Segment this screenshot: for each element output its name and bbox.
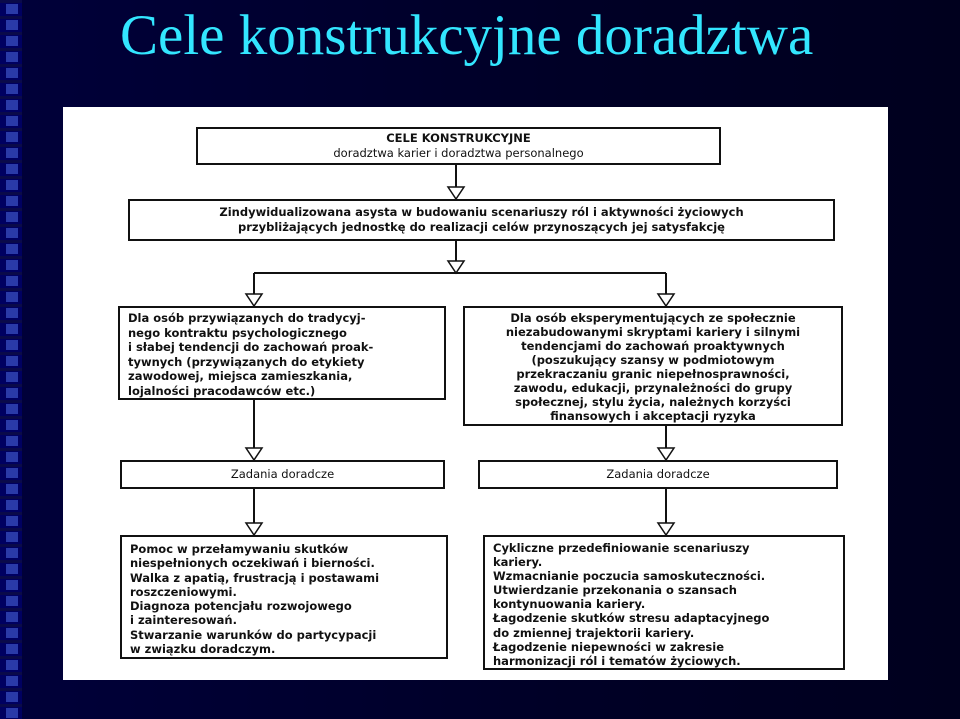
left-desc-line: tywnych (przywiązanych do etykiety — [128, 354, 365, 369]
right-desc-line: finansowych i akceptacji ryzyka — [550, 409, 756, 423]
decorative-square — [6, 196, 18, 206]
arrowhead-icon — [246, 448, 262, 460]
right-task-label: Zadania doradcze — [606, 467, 710, 481]
arrowhead-icon — [448, 187, 464, 199]
arrowhead-icon — [246, 294, 262, 306]
right-task-line: Wzmacnianie poczucia samoskuteczności. — [493, 569, 766, 584]
left-task-line: i zainteresowań. — [130, 613, 237, 628]
assistance-line: Zindywidualizowana asysta w budowaniu scenariuszy ról i aktywności życiowych — [219, 205, 744, 219]
decorative-square — [6, 84, 18, 94]
decorative-square — [6, 420, 18, 430]
left-desc-line: lojalności pracodawców etc.) — [128, 383, 316, 398]
top-goal-subtitle: doradztwa karier i doradztwa personalnego — [333, 146, 584, 160]
left-task-line: niespełnionych oczekiwań i bierności. — [130, 556, 375, 571]
left-task-line: Diagnoza potencjału rozwojowego — [130, 599, 352, 614]
decorative-square — [6, 68, 18, 78]
decorative-square — [6, 484, 18, 494]
right-task-details-box — [483, 535, 845, 670]
top-goal-title: CELE KONSTRUKCYJNE — [386, 131, 531, 145]
decorative-square — [6, 164, 18, 174]
arrowhead-icon — [658, 523, 674, 535]
decorative-square — [6, 244, 18, 254]
right-task-label-box — [478, 460, 838, 489]
left-task-line: Pomoc w przełamywaniu skutków — [130, 542, 349, 556]
decorative-square — [6, 340, 18, 350]
decorative-square — [6, 468, 18, 478]
right-task-line: kariery. — [493, 555, 543, 570]
decorative-square — [6, 116, 18, 126]
decorative-square — [6, 372, 18, 382]
right-task-line: Łagodzenie niepewności w zakresie — [493, 639, 724, 654]
decorative-square — [6, 532, 18, 542]
right-desc-line: tendencjami do zachowań proaktywnych — [521, 339, 785, 353]
decorative-square — [6, 324, 18, 334]
decorative-square — [6, 308, 18, 318]
decorative-square — [6, 36, 18, 46]
decorative-square — [6, 52, 18, 62]
right-task-line: kontynuowania kariery. — [493, 597, 646, 612]
right-task-line: Łagodzenie skutków stresu adaptacyjnego — [493, 611, 770, 626]
right-desc-line: społecznej, stylu życia, należnych korzyści — [515, 395, 791, 409]
left-desc-line: i słabej tendencji do zachowań proak- — [128, 340, 374, 354]
left-task-line: roszczeniowymi. — [130, 584, 237, 599]
decorative-square — [6, 516, 18, 526]
decorative-square — [6, 580, 18, 590]
right-target-group-box — [463, 306, 843, 426]
right-task-line: do zmiennej trajektorii kariery. — [493, 625, 695, 640]
right-task-line: Cykliczne przedefiniowanie scenariuszy — [493, 541, 750, 555]
decorative-square — [6, 4, 18, 14]
decorative-square — [6, 500, 18, 510]
decorative-square — [6, 356, 18, 366]
arrowhead-icon — [658, 448, 674, 460]
right-desc-line: przekraczaniu granic niepełnosprawności, — [516, 367, 790, 381]
right-task-line: harmonizacji ról i tematów życiowych. — [493, 653, 741, 668]
left-task-line: Stwarzanie warunków do partycypacji — [130, 627, 377, 642]
arrowhead-icon — [246, 523, 262, 535]
top-goal-box — [196, 127, 721, 165]
decorative-square — [6, 676, 18, 686]
decorative-square — [6, 388, 18, 398]
decorative-square — [6, 228, 18, 238]
decorative-square — [6, 260, 18, 270]
arrowhead-icon — [448, 261, 464, 273]
assistance-box — [128, 199, 835, 241]
left-task-line: w związku doradczym. — [130, 642, 276, 657]
decorative-square — [6, 644, 18, 654]
right-desc-line: niezabudowanymi skryptami kariery i silnymi — [505, 325, 801, 339]
decorative-square — [6, 404, 18, 414]
right-desc-line: (poszukujący szansy w podmiotowym — [531, 353, 775, 367]
left-task-line: Walka z apatią, frustracją i postawami — [130, 570, 380, 585]
decorative-square — [6, 180, 18, 190]
decorative-square — [6, 276, 18, 286]
decorative-square — [6, 564, 18, 574]
left-task-label-box — [120, 460, 445, 489]
right-desc-line: zawodu, edukacji, przynależności do grupy — [513, 381, 793, 395]
left-desc-line: zawodowej, miejsca zamieszkania, — [128, 369, 353, 383]
decorative-square — [6, 452, 18, 462]
left-task-label: Zadania doradcze — [230, 467, 335, 481]
assistance-line: przybliżających jednostkę do realizacji celów przynoszących jej satysfakcję — [238, 220, 725, 234]
slide-title: Cele konstrukcyjne doradztwa — [120, 4, 814, 67]
decorative-square — [6, 100, 18, 110]
left-task-details-box — [120, 535, 448, 659]
decorative-square — [6, 628, 18, 638]
decorative-square — [6, 612, 18, 622]
decorative-square — [6, 132, 18, 142]
diagram-panel — [63, 107, 888, 680]
decorative-square — [6, 548, 18, 558]
decorative-square — [6, 660, 18, 670]
decorative-square — [6, 596, 18, 606]
decorative-left-strip — [0, 0, 22, 719]
left-target-group-box — [118, 306, 446, 400]
decorative-square — [6, 692, 18, 702]
arrowhead-icon — [658, 294, 674, 306]
right-desc-line: Dla osób eksperymentujących ze społecznie — [510, 311, 796, 325]
right-task-line: Utwierdzanie przekonania o szansach — [493, 583, 737, 598]
decorative-square — [6, 292, 18, 302]
decorative-square — [6, 148, 18, 158]
left-desc-line: Dla osób przywiązanych do tradycyj- — [128, 311, 366, 325]
decorative-square — [6, 212, 18, 222]
decorative-square — [6, 20, 18, 30]
decorative-square — [6, 436, 18, 446]
left-desc-line: nego kontraktu psychologicznego — [128, 325, 347, 340]
decorative-square — [6, 708, 18, 718]
